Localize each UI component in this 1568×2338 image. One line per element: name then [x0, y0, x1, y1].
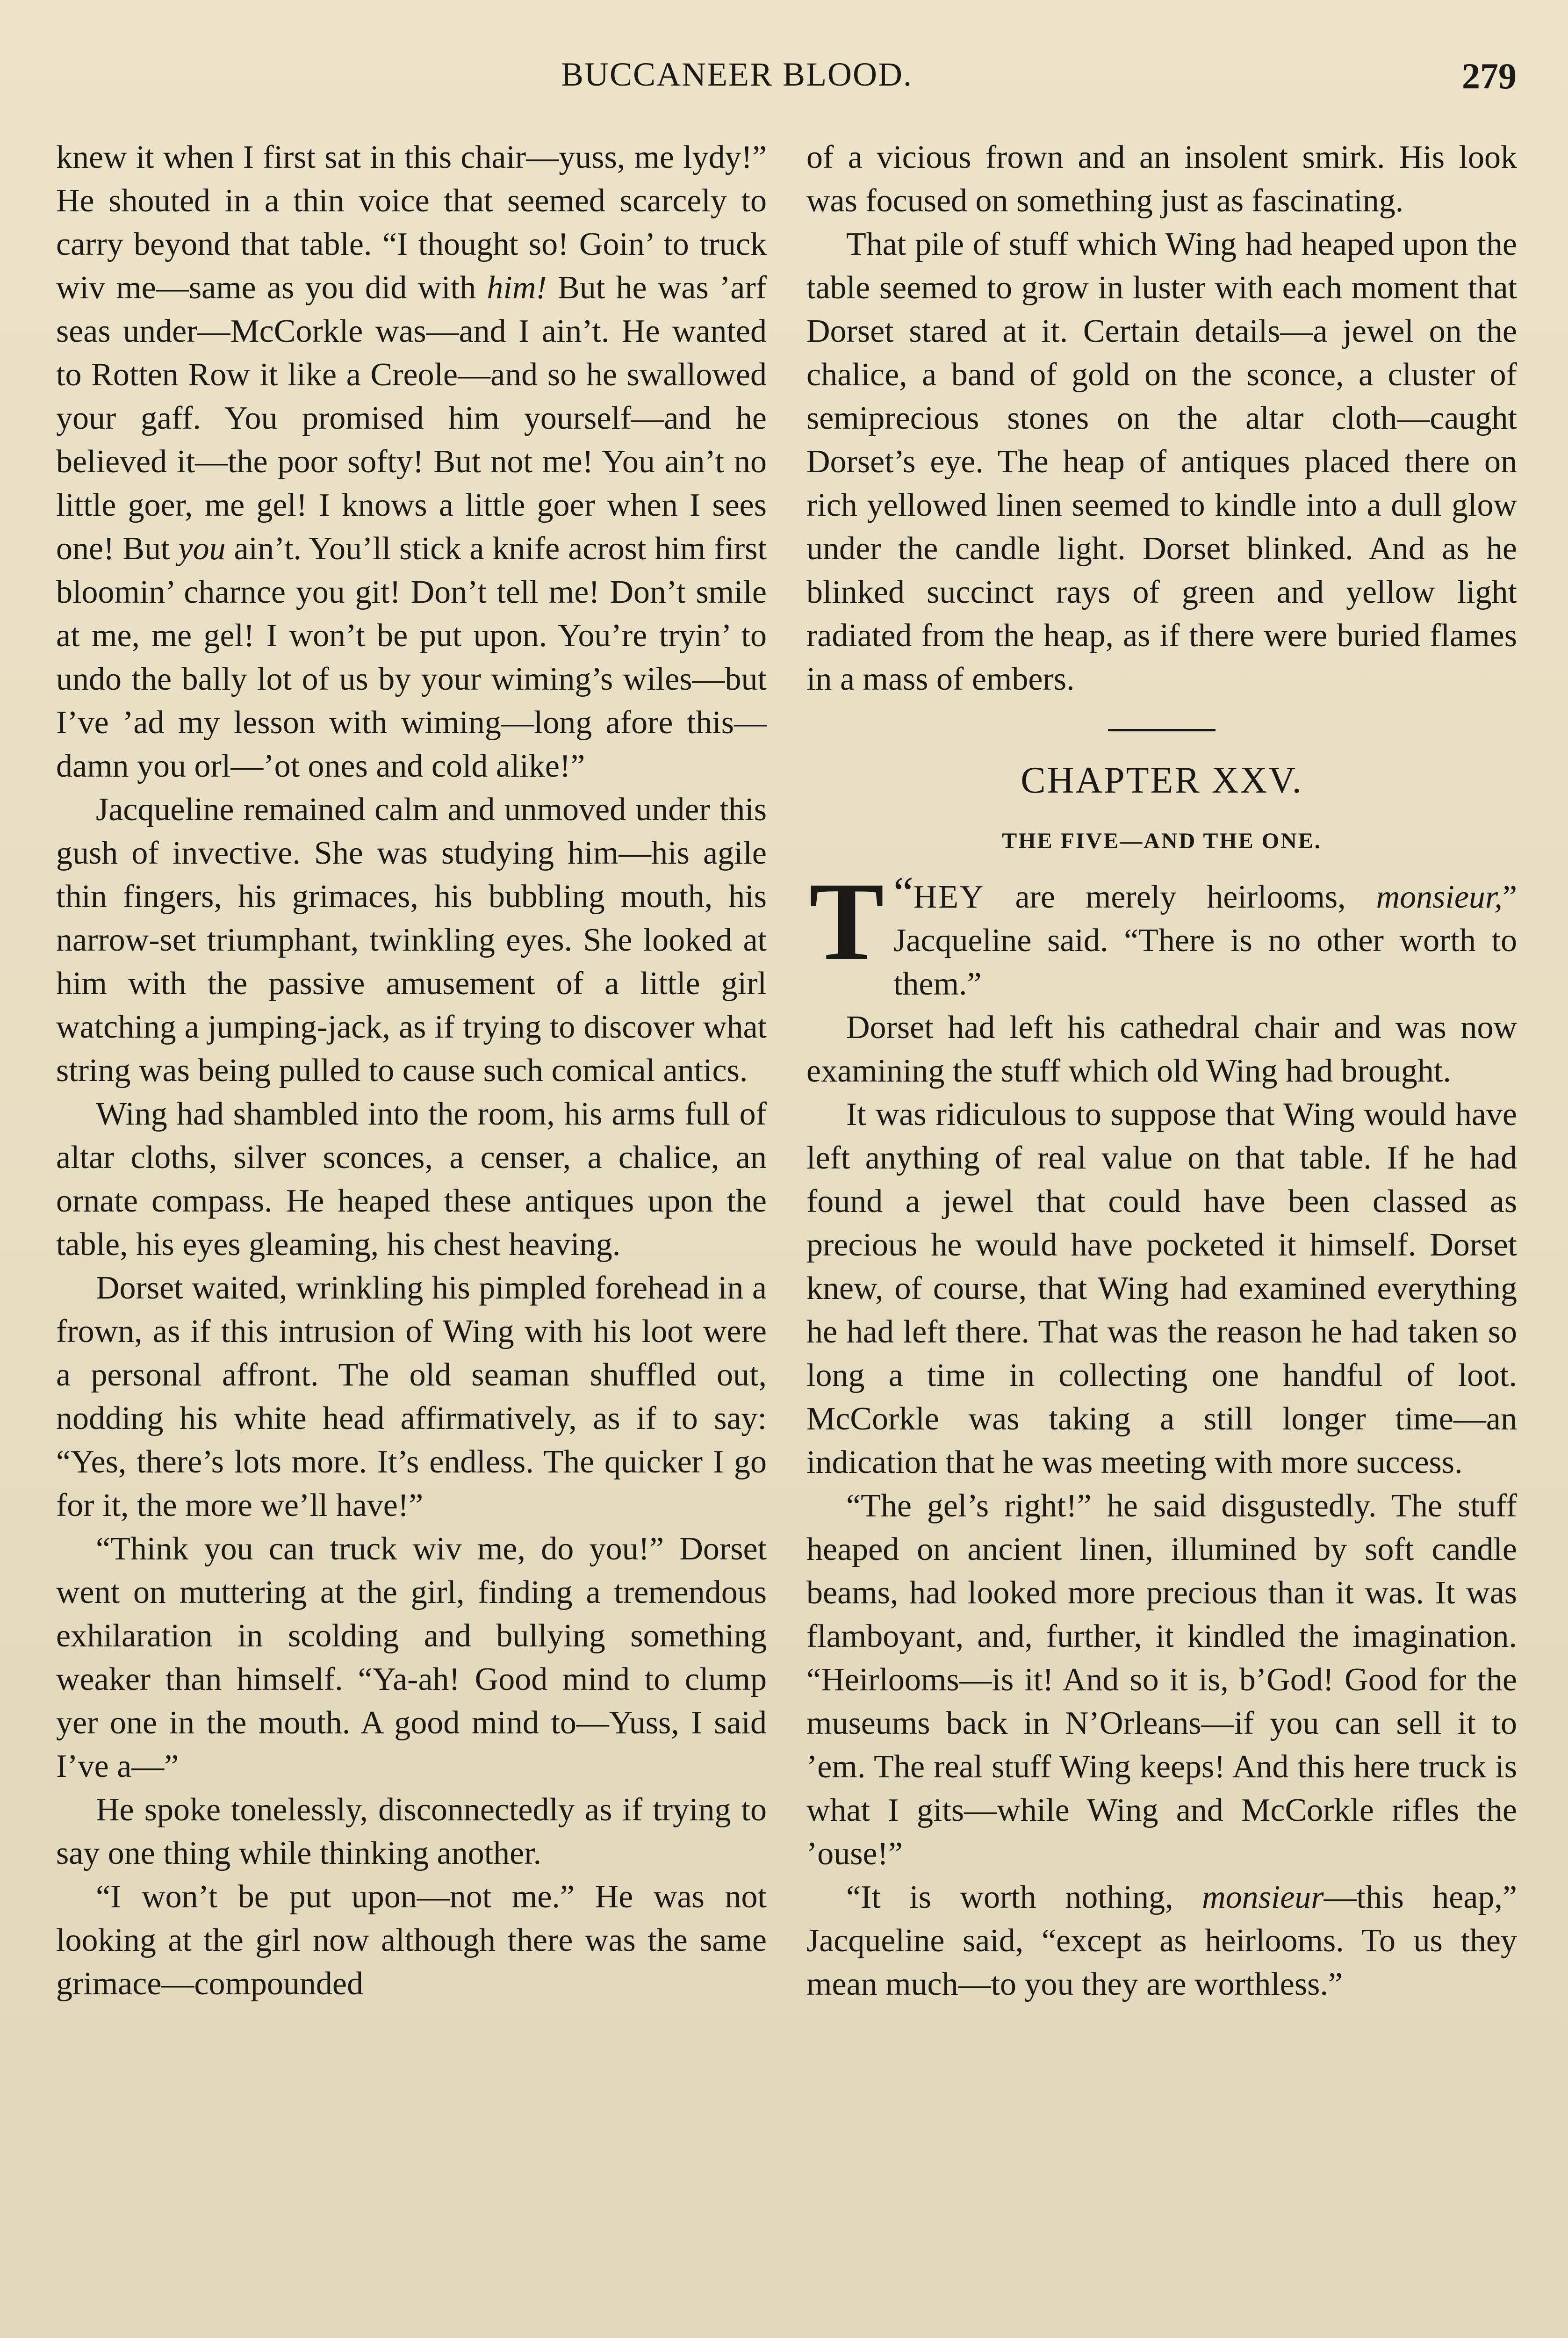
paragraph: “It is worth nothing, monsieur—this heap,” Jacqueline said, “except as heirlooms. To us they mean much—to you they are worthless.”	[806, 1879, 1517, 2002]
chapter-divider-rule	[1108, 729, 1216, 731]
paragraph: It was ridiculous to suppose that Wing would have left anything of real value on that table. If he had found a jewel that could have been classed as precious he would have pocketed it himself. Dorset knew, of course, that Wing had examined everything he had left there. That was the reason he had taken so long a time in collecting one handful of loot. McCorkle was taking a still longer time—an indication that he was meeting with more success.	[806, 1097, 1517, 1480]
paragraph: Jacqueline remained calm and unmoved under this gush of invective. She was studying him—his agile thin fingers, his grimaces, his bubbling mouth, his narrow-set triumphant, twinkling eyes. She looked at him with the passive amusement of a little girl watching a jumping-jack, as if trying to discover what string was being pulled to cause such comical antics.	[56, 792, 767, 1089]
opening-caps: HEY	[913, 879, 985, 915]
chapter-title: CHAPTER XXV.	[1021, 760, 1303, 801]
page-header	[56, 55, 1517, 107]
paragraph: “I won’t be put upon—not me.” He was not looking at the girl now although there was the same grimace—compounded	[56, 1879, 767, 2002]
running-title: BUCCANEER BLOOD.	[561, 56, 913, 93]
paragraph: Wing had shambled into the room, his arms full of altar cloths, silver sconces, a censer, a chalice, an ornate compass. He heaped these antiques upon the table, his eyes gleaming, his chest heaving.	[56, 1096, 767, 1263]
opening-text: are merely heirlooms, monsieur,” Jacqueline said. “There is no other worth to them.”	[893, 879, 1517, 1002]
paragraph: Dorset had left his cathedral chair and was now examining the stuff which old Wing had brought.	[806, 1010, 1517, 1089]
drop-cap-letter: T	[809, 859, 885, 983]
paragraph: knew it when I first sat in this chair—yuss, me lydy!” He shouted in a thin voice that seemed scarcely to carry beyond that table. “I thought so! Goin’ to truck wiv me—same as you did with him! But he was ’arf seas under—McCorkle was—and I ain’t. He wanted to Rotten Row it like a Creole—and so he swallowed your gaff. You promised him yourself—and he believed it—the poor softy! But not me! You ain’t no little goer, me gel! I knows a little goer when I sees one! But you ain’t. You’ll stick a knife acrost him first bloomin’ charnce you git! Don’t tell me! Don’t smile at me, me gel! I won’t be put upon. You’re tryin’ to undo the bally lot of us by your wiming’s wiles—but I’ve ’ad my lesson with wiming—long afore this—damn you orl—’ot ones and cold alike!”	[56, 139, 767, 784]
paragraph: That pile of stuff which Wing had heaped upon the table seemed to grow in luster with each moment that Dorset stared at it. Certain details—a jewel on the chalice, a band of gold on the sconce, a cluster of semiprecious stones on the altar cloth—caught Dorset’s eye. The heap of antiques placed there on rich yellowed linen seemed to kindle into a dull glow under the candle light. Dorset blinked. And as he blinked succinct rays of green and yellow light radiated from the heap, as if there were buried flames in a mass of embers.	[806, 226, 1517, 697]
paragraph: Dorset waited, wrinkling his pimpled forehead in a frown, as if this intrusion of Wing with his loot were a personal affront. The old seaman shuffled out, nodding his white head affirmatively, as if to say: “Yes, there’s lots more. It’s endless. The quicker I go for it, the more we’ll have!”	[56, 1270, 767, 1523]
right-column-top-text	[806, 136, 1517, 701]
paragraph: of a vicious frown and an insolent smirk. His look was focused on something just as fascinating.	[806, 139, 1517, 219]
paragraph: “The gel’s right!” he said disgustedly. The stuff heaped on ancient linen, illumined by soft candle beams, had looked more precious than it was. It was flamboyant, and, further, it kindled the imagination. “Heirlooms—is it! And so it is, b’God! Good for the museums back in N’Orleans—if you can sell it to ’em. The real stuff Wing keeps! And this here truck is what I gits—while Wing and McCorkle rifles the ’ouse!”	[806, 1488, 1517, 1872]
chapter-subtitle: THE FIVE—AND THE ONE.	[1002, 829, 1322, 853]
paragraph: “Think you can truck wiv me, do you!” Dorset went on muttering at the girl, finding a tremendous exhilaration in scolding and bullying something weaker than himself. “Ya-ah! Good mind to clump yer one in the mouth. A good mind to—Yuss, I said I’ve a—”	[56, 1531, 767, 1784]
chapter-opening-paragraph	[806, 859, 1517, 1006]
right-column	[806, 136, 1517, 2006]
page-number: 279	[1462, 56, 1517, 96]
right-column-bottom-text	[806, 1006, 1517, 2006]
left-column	[56, 136, 767, 2006]
opening-quote: “	[893, 867, 913, 917]
paragraph: He spoke tonelessly, disconnectedly as if trying to say one thing while thinking another.	[56, 1792, 767, 1871]
